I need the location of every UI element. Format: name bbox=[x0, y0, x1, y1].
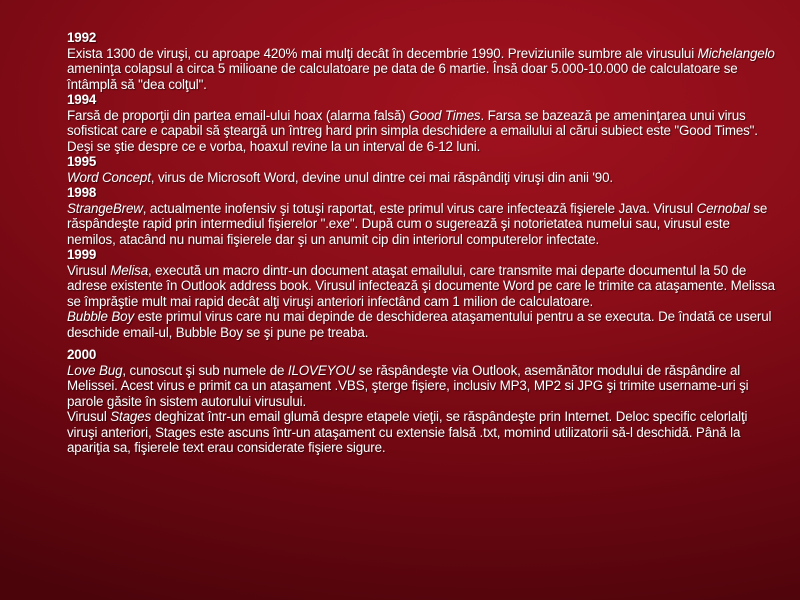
entry-paragraph bbox=[67, 46, 775, 93]
entry-paragraph bbox=[67, 309, 775, 340]
entry-paragraph bbox=[67, 409, 775, 456]
virus-name: Word Concept bbox=[67, 169, 151, 185]
virus-name: Stages bbox=[110, 409, 152, 424]
text-segment: , execută un macro dintr-un document ataşat emailului, care transmite mai departe documentul la 50 de adrese existente în Outlook address book. Virusul infectează şi documente Word pe care le trimite ca ataşamente. Melissa se împrăştie mult mai rapid decât alţi viruşi anteriori infectând cam 1 milion de calculatoare. bbox=[67, 262, 775, 309]
timeline-entry bbox=[67, 185, 775, 247]
year-heading: 1992 bbox=[67, 30, 97, 45]
timeline-entry bbox=[67, 30, 775, 92]
text-segment: , cunoscut şi sub numele de bbox=[122, 362, 288, 378]
text-segment: deghizat într-un email glumă despre etapele vieţii, se răspândeşte prin Internet. Deloc specific celorlalţi viruşi anteriori, Stages este ascuns într-un ataşament cu extensie falsă .txt, momind utilizatorii să-l deschidă. Până la apariţia sa, fişierele text erau considerate fişiere sigure. bbox=[67, 409, 748, 455]
entry-paragraph bbox=[67, 201, 775, 248]
timeline-entry bbox=[67, 92, 775, 154]
text-segment: Farsă de proporţii din partea email-ului hoax (alarma falsă) bbox=[67, 107, 410, 123]
timeline-entry bbox=[67, 247, 775, 340]
virus-name: Good Times bbox=[409, 107, 481, 123]
timeline-entry bbox=[67, 154, 775, 185]
year-heading: 1994 bbox=[67, 92, 97, 107]
entry-paragraph bbox=[67, 363, 775, 410]
text-segment: ameninţa colapsul a circa 5 milioane de calculatoare pe data de 6 martie. Însă doar 5.000-10.000 de calculatoare se întâmplă să "dea colţul". bbox=[67, 61, 738, 92]
text-segment: , virus de Microsoft Word, devine unul dintre cei mai răspândiţi viruşi din anii '90. bbox=[150, 169, 613, 185]
text-segment: se răspândeşte via Outlook, asemănător modului de răspândire al Melissei. Acest virus e primit ca un ataşament .VBS, şterge fişiere, inclusiv MP3, MP2 si JPG şi trimite username-uri şi parole găsite în sistem autorului virusului. bbox=[67, 362, 749, 409]
entry-paragraph bbox=[67, 108, 775, 155]
year-heading: 1998 bbox=[67, 185, 97, 200]
year-heading: 1995 bbox=[67, 154, 97, 169]
virus-name: Cernobal bbox=[696, 200, 750, 216]
text-segment: este primul virus care nu mai depinde de deschiderea ataşamentului pentru a se executa. De îndată ce userul deschide email-ul, Bubble Boy se şi pune pe treaba. bbox=[67, 309, 772, 340]
virus-history-text bbox=[67, 30, 775, 456]
text-segment: se răspândeşte rapid prin intermediul fişierelor ".exe". După cum o sugerează şi notorietatea numelui sau, virusul este nemilos, atacând nu numai fişierele dar şi un anumit cip din interiorul computerelor infectate. bbox=[67, 200, 768, 247]
entry-paragraph bbox=[67, 170, 775, 186]
text-segment: Virusul bbox=[67, 409, 111, 424]
year-heading: 1999 bbox=[67, 247, 97, 262]
text-segment: . Farsa se bazează pe ameninţarea unui virus sofisticat care e capabil să şteargă un întreg hard prin simpla deschidere a emailului al cărui subiect este "Good Times". Deşi se ştie despre ce e vorba, hoaxul revine la un interval de 6-12 luni. bbox=[67, 107, 758, 154]
timeline-entry bbox=[67, 347, 775, 456]
virus-name: Bubble Boy bbox=[67, 309, 134, 324]
text-segment: , actualmente inofensiv şi totuşi raportat, este primul virus care infectează fişierele Java. Virusul bbox=[142, 200, 697, 216]
virus-name: Love Bug bbox=[67, 362, 123, 378]
virus-name: ILOVEYOU bbox=[287, 362, 356, 378]
text-segment: Virusul bbox=[67, 262, 111, 278]
entry-paragraph bbox=[67, 263, 775, 310]
virus-name: StrangeBrew bbox=[67, 200, 143, 216]
virus-name: Melisa bbox=[110, 262, 149, 278]
year-heading: 2000 bbox=[67, 347, 97, 362]
text-segment: Exista 1300 de viruşi, cu aproape 420% mai mulţi decât în decembrie 1990. Previziunile sumbre ale virusului bbox=[67, 45, 698, 61]
virus-name: Michelangelo bbox=[697, 45, 775, 61]
